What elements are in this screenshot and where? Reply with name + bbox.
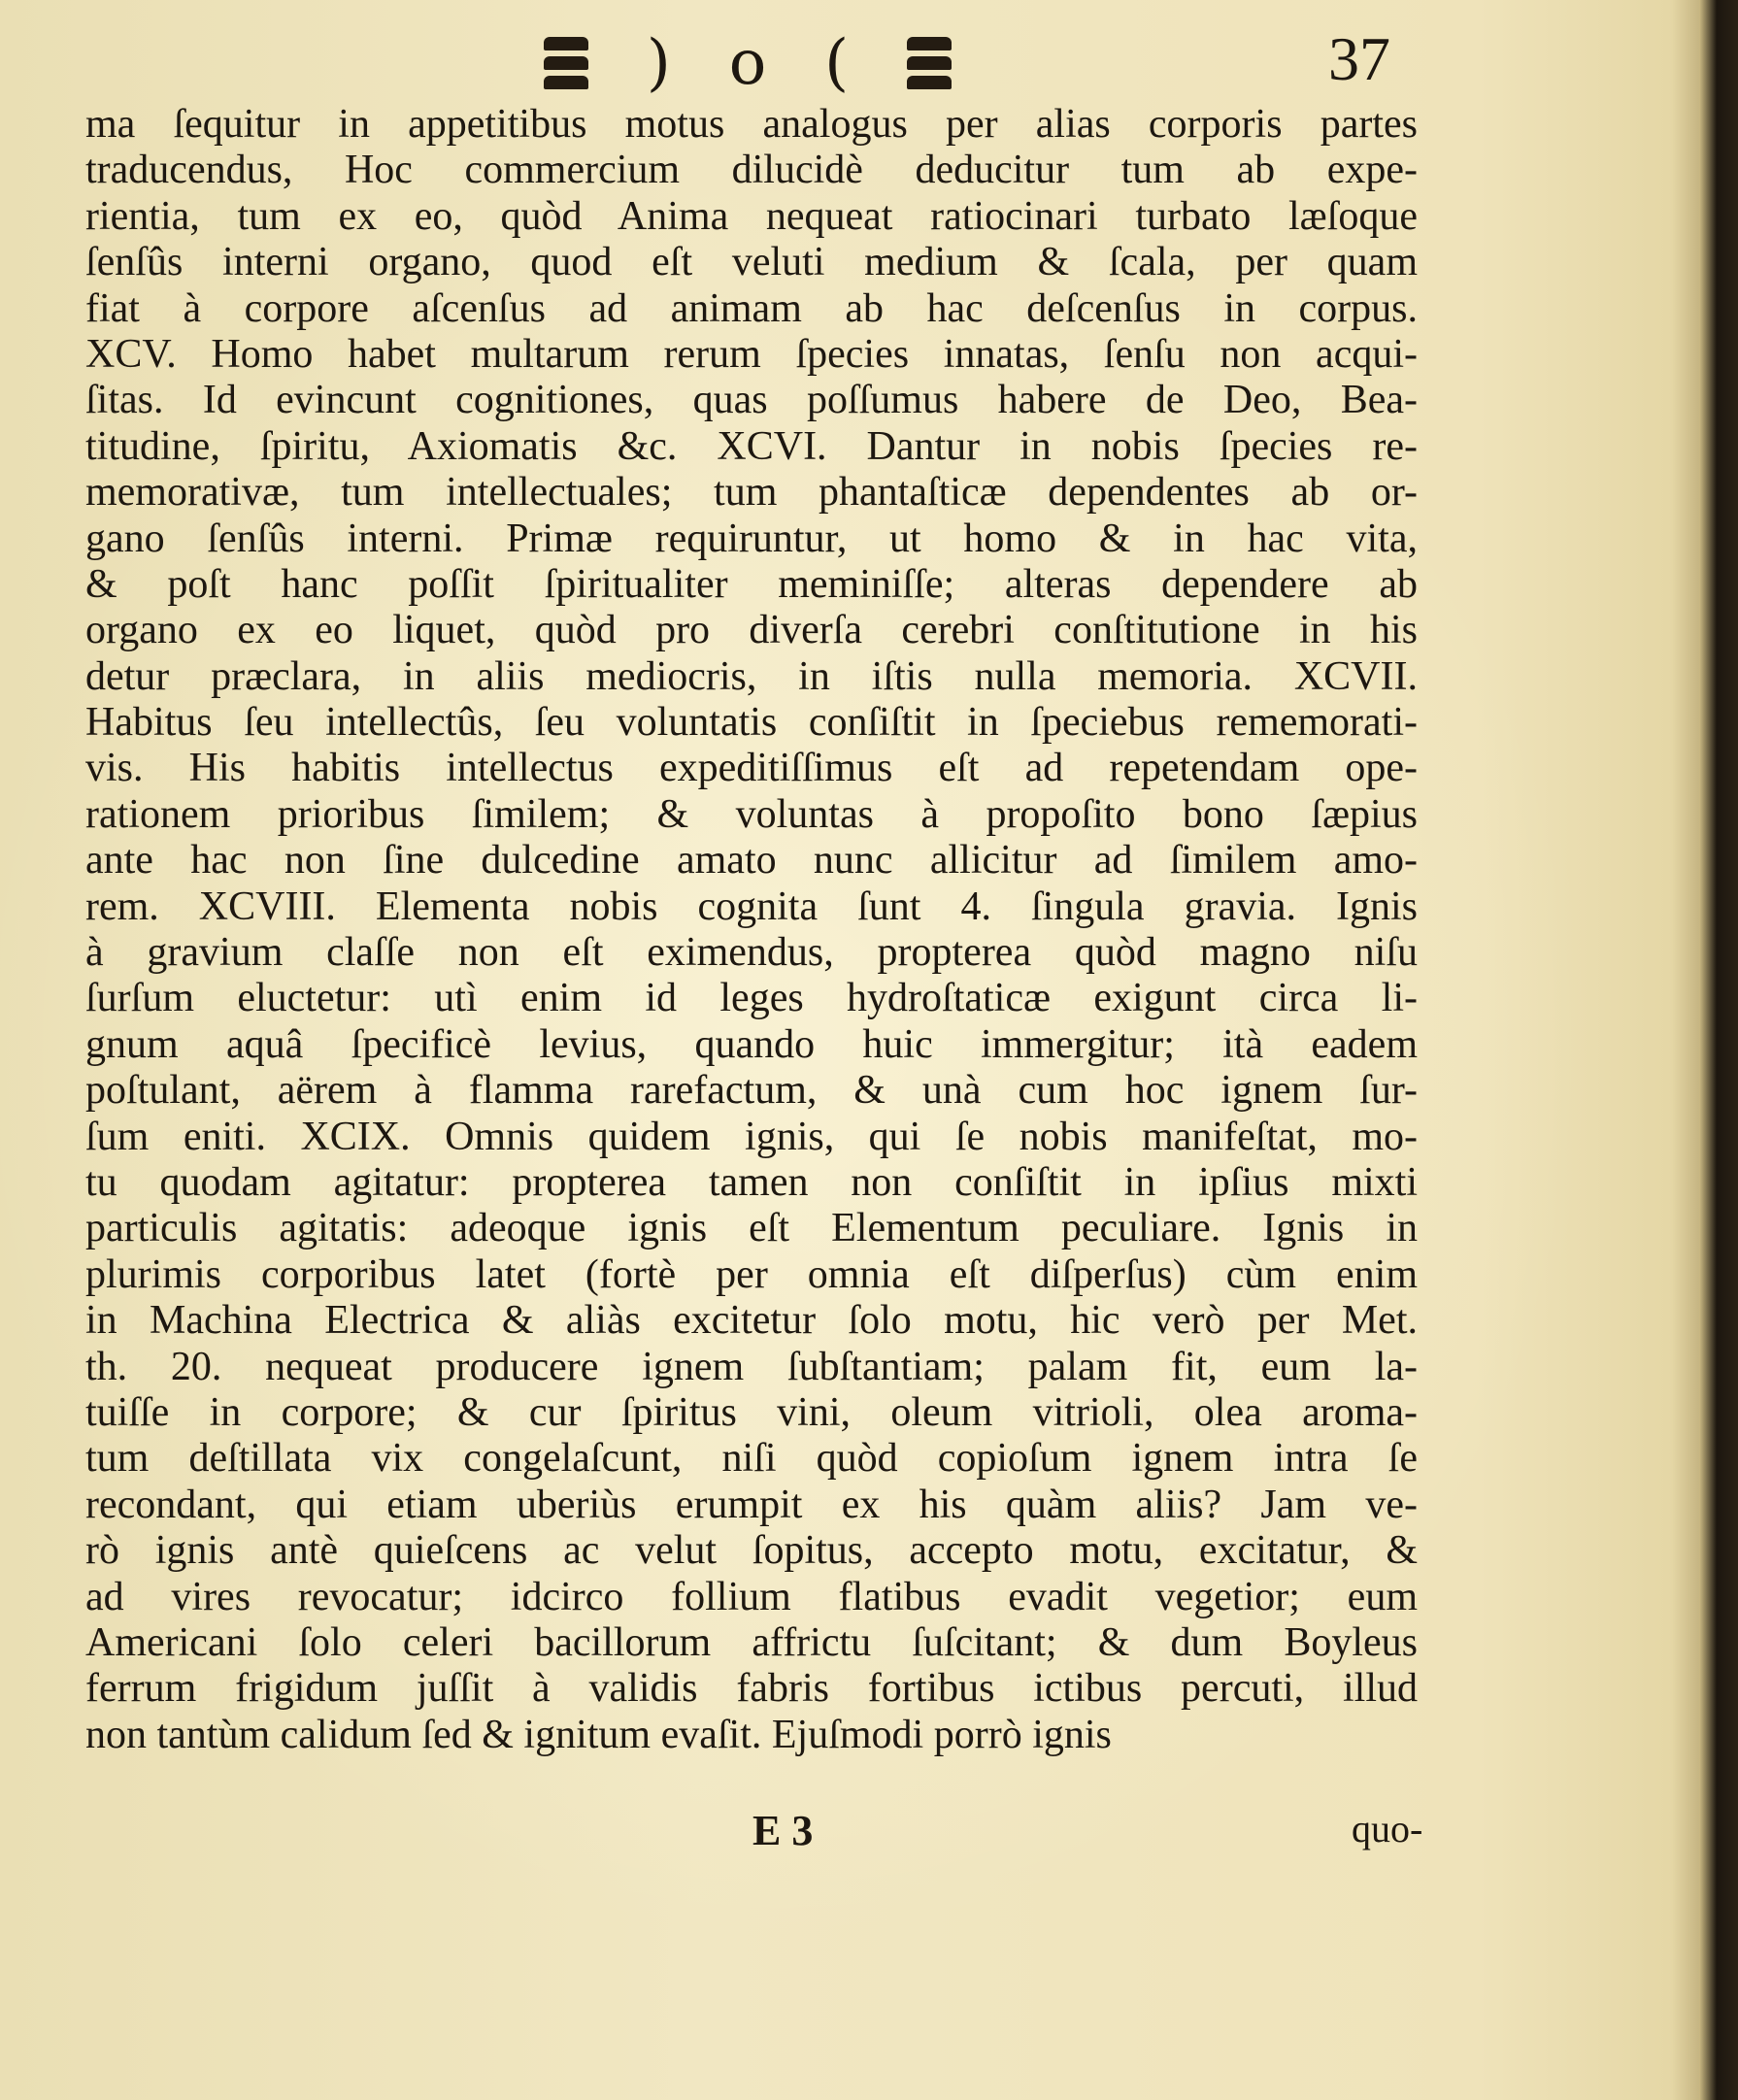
fleuron-right-icon — [907, 37, 952, 89]
text-line: recondant, qui etiam uberiùs erumpit ex his quàm aliis? Jam ve- — [85, 1482, 1418, 1527]
text-line: tu quodam agitatur: propterea tamen non conſiſtit in ipſius mixti — [85, 1159, 1418, 1205]
text-line: rientia, tum ex eo, quòd Anima nequeat ratiocinari turbato læſoque — [85, 193, 1418, 239]
text-line: ſum eniti. XCIX. Omnis quidem ignis, qui ſe nobis manifeſtat, mo- — [85, 1114, 1418, 1159]
text-line: ſitas. Id evincunt cognitiones, quas poſſumus habere de Deo, Bea- — [85, 378, 1418, 423]
gutter-shadow — [1672, 0, 1699, 2100]
header-ornament — [544, 19, 952, 107]
page-footer — [0, 1806, 1738, 1864]
text-line: ma ſequitur in appetitibus motus analogus per alias corporis partes — [85, 102, 1418, 147]
text-line: rem. XCVIII. Elementa nobis cognita ſunt 4. ſingula gravia. Ignis — [85, 883, 1418, 929]
text-line: plurimis corporibus latet (fortè per omnia eſt diſperſus) cùm enim — [85, 1251, 1418, 1297]
text-line: Habitus ſeu intellectûs, ſeu voluntatis conſiſtit in ſpeciebus rememorati- — [85, 700, 1418, 746]
text-line: fiat à corpore aſcenſus ad animam ab hac deſcenſus in corpus. — [85, 285, 1418, 331]
body-text — [85, 102, 1418, 1758]
text-line: detur præclara, in aliis mediocris, in iſtis nulla memoria. XCVII. — [85, 653, 1418, 699]
text-line: ante hac non ſine dulcedine amato nunc allicitur ad ſimilem amo- — [85, 838, 1418, 883]
signature-mark: E 3 — [752, 1807, 814, 1854]
text-line: tum deſtillata vix congelaſcunt, niſi quòd copioſum ignem intra ſe — [85, 1436, 1418, 1482]
text-line: memorativæ, tum intellectuales; tum phantaſticæ dependentes ab or- — [85, 470, 1418, 516]
text-line: à gravium claſſe non eſt eximendus, propterea quòd magno niſu — [85, 930, 1418, 976]
text-line: particulis agitatis: adeoque ignis eſt Elementum peculiare. Ignis in — [85, 1206, 1418, 1251]
text-line: poſtulant, aërem à flamma rarefactum, & unà cum hoc ignem ſur- — [85, 1068, 1418, 1114]
text-line: gano ſenſûs interni. Primæ requiruntur, ut homo & in hac vita, — [85, 516, 1418, 561]
text-line: XCV. Homo habet multarum rerum ſpecies innatas, ſenſu non acqui- — [85, 331, 1418, 377]
text-line: ſurſum eluctetur: utì enim id leges hydroſtaticæ exigunt circa li- — [85, 976, 1418, 1021]
text-line: tuiſſe in corpore; & cur ſpiritus vini, oleum vitrioli, olea aroma- — [85, 1389, 1418, 1435]
header-right-paren: ( — [824, 27, 850, 99]
text-line: th. 20. nequeat producere ignem ſubſtantiam; palam fit, eum la- — [85, 1344, 1418, 1389]
text-line: gnum aquâ ſpecificè levius, quando huic immergitur; ità eadem — [85, 1021, 1418, 1067]
header-center-ornament: o — [728, 27, 767, 99]
text-line: titudine, ſpiritu, Axiomatis &c. XCVI. Dantur in nobis ſpecies re- — [85, 423, 1418, 469]
text-line: Americani ſolo celeri bacillorum affrictu ſuſcitant; & dum Boyleus — [85, 1619, 1418, 1665]
header-left-paren: ) — [646, 27, 671, 99]
fleuron-left-icon — [544, 37, 588, 89]
text-line: & poſt hanc poſſit ſpiritualiter meminiſſe; alteras dependere ab — [85, 561, 1418, 607]
text-line: in Machina Electrica & aliàs excitetur ſolo motu, hic verò per Met. — [85, 1298, 1418, 1344]
text-line: traducendus, Hoc commercium dilucidè deducitur tum ab expe- — [85, 148, 1418, 193]
page-number: 37 — [1328, 24, 1390, 93]
book-gutter — [1699, 0, 1738, 2100]
text-line: ſenſûs interni organo, quod eſt veluti medium & ſcala, per quam — [85, 240, 1418, 285]
text-line: organo ex eo liquet, quòd pro diverſa cerebri conſtitutione in his — [85, 608, 1418, 653]
catchword: quo- — [1352, 1807, 1423, 1850]
text-line: ferrum frigidum juſſit à validis fabris fortibus ictibus percuti, illud — [85, 1666, 1418, 1712]
text-line: rò ignis antè quieſcens ac velut ſopitus, accepto motu, excitatur, & — [85, 1528, 1418, 1574]
text-line: ad vires revocatur; idcirco follium flatibus evadit vegetior; eum — [85, 1574, 1418, 1619]
text-line: non tantùm calidum ſed & ignitum evaſit. Ejuſmodi porrò ignis — [85, 1712, 1112, 1757]
page-header — [0, 19, 1738, 107]
text-line: vis. His habitis intellectus expeditiſſimus eſt ad repetendam ope- — [85, 746, 1418, 791]
text-line: rationem prioribus ſimilem; & voluntas à propoſito bono ſæpius — [85, 791, 1418, 837]
